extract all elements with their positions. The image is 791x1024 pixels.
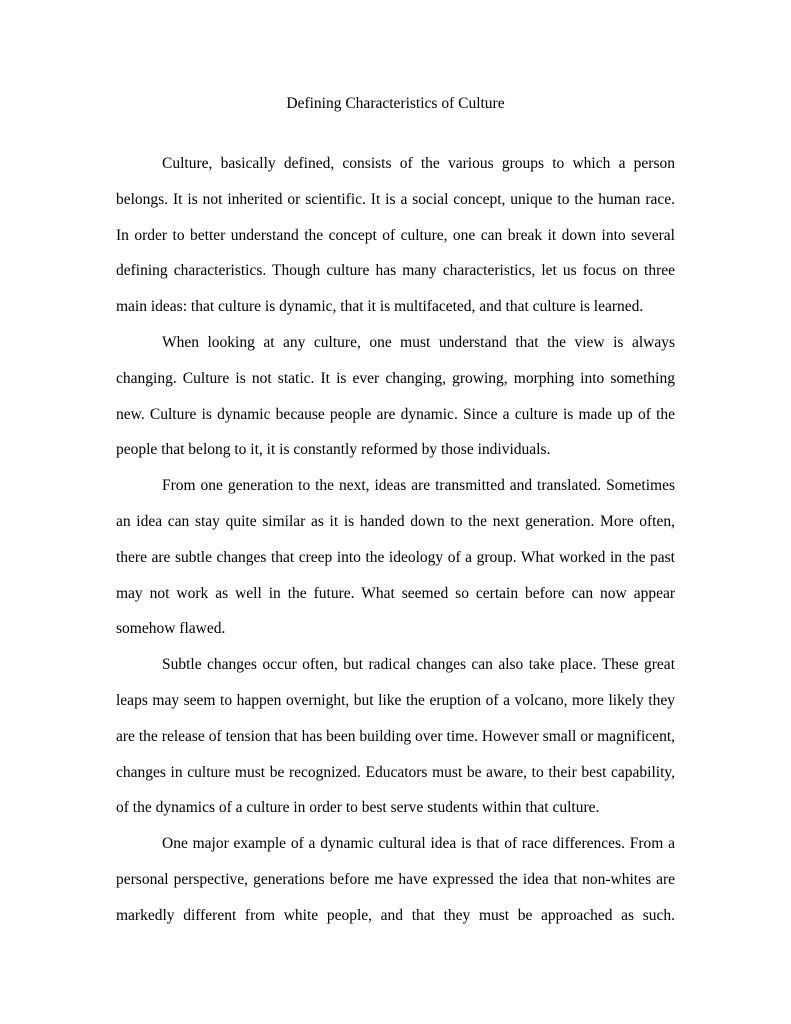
paragraph-1: Culture, basically defined, consists of the various groups to which a person belongs. It is not inherited or scientific. It is a social concept, unique to the human race. In order to better understand the concept of culture, one can break it down into several defining characteristics. Though culture has many characteristics, let us focus on three main ideas: that culture is dynamic, that it is multifaceted, and that culture is learned. [116, 155, 675, 316]
paragraph-3: From one generation to the next, ideas are transmitted and translated. Sometimes an idea can stay quite similar as it is handed down to the next generation. More often, there are subtle changes that creep into the ideology of a group. What worked in the past may not work as well in the future. What seemed so certain before can now appear somehow flawed. [116, 477, 675, 638]
document-body [116, 146, 675, 934]
paragraph-5: One major example of a dynamic cultural idea is that of race differences. From a personal perspective, generations before me have expressed the idea that non-whites are markedly different from white people, and that they must be approached as such. [116, 835, 675, 924]
paragraph-4: Subtle changes occur often, but radical changes can also take place. These great leaps may seem to happen overnight, but like the eruption of a volcano, more likely they are the release of tension that has been building over time. However small or magnificent, changes in culture must be recognized. Educators must be aware, to their best capability, of the dynamics of a culture in order to best serve students within that culture. [116, 656, 675, 817]
document-title: Defining Characteristics of Culture [286, 95, 505, 112]
paragraph-2: When looking at any culture, one must understand that the view is always changing. Culture is not static. It is ever changing, growing, morphing into something new. Culture is dynamic because people are dynamic. Since a culture is made up of the people that belong to it, it is constantly reformed by those individuals. [116, 333, 675, 459]
